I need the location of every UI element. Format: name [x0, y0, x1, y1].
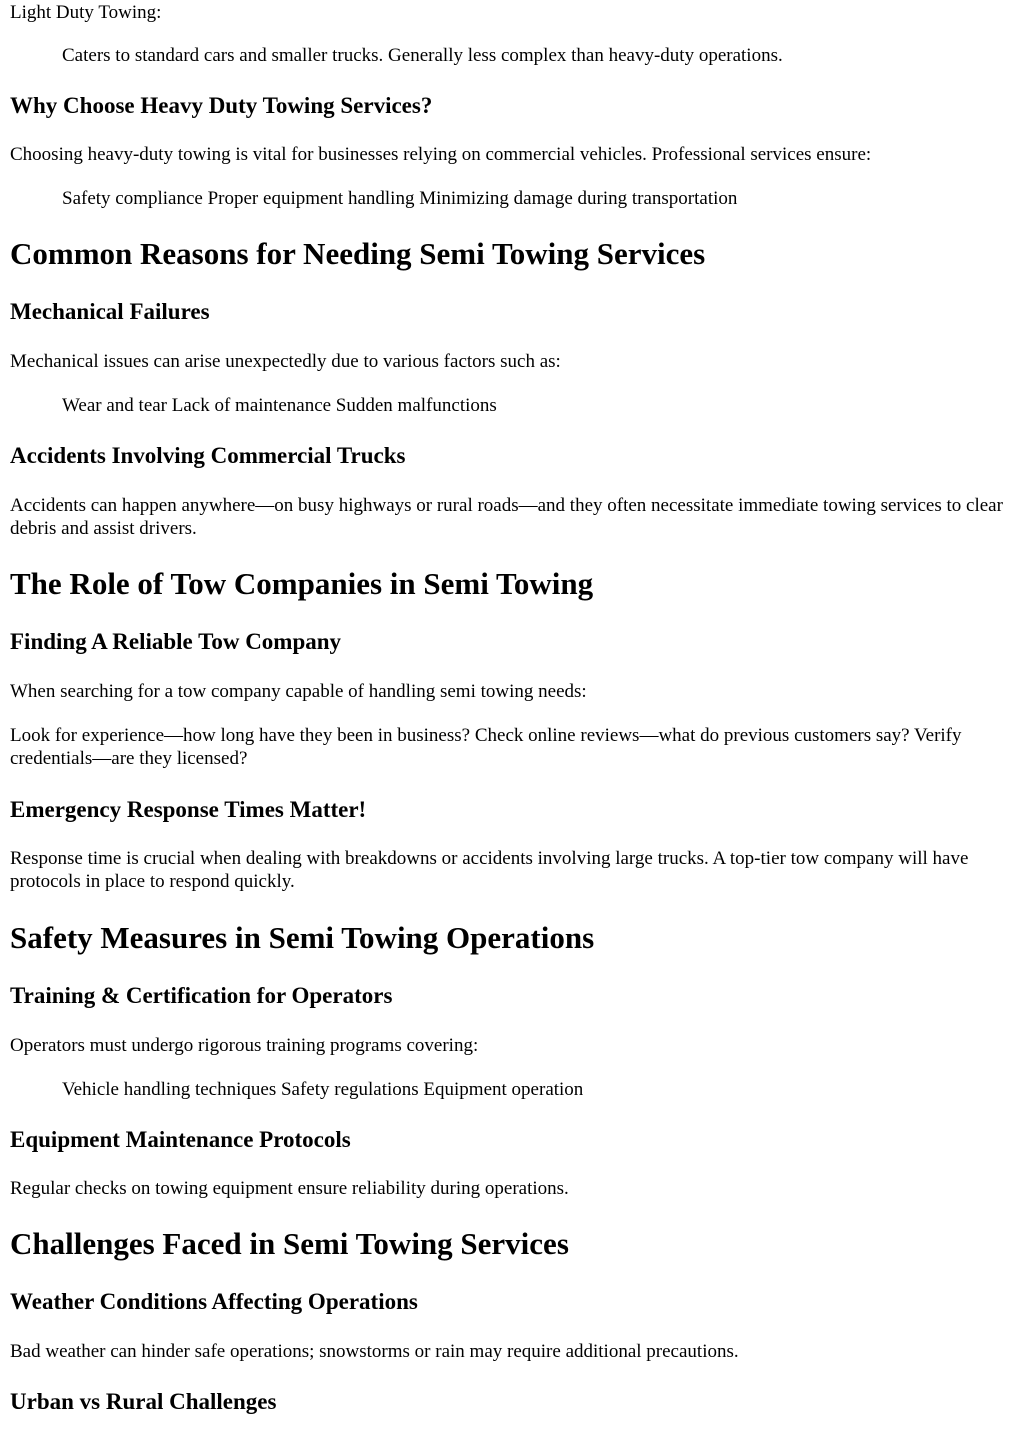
maintenance-body: Regular checks on towing equipment ensure reliability during operations. [10, 1178, 569, 1199]
finding-heading: Finding A Reliable Tow Company [10, 629, 342, 654]
mechanical-failures-list: Wear and tear Lack of maintenance Sudden malfunctions [62, 395, 497, 416]
training-heading: Training & Certification for Operators [10, 983, 393, 1008]
why-heavy-list: Safety compliance Proper equipment handling Minimizing damage during transportation [62, 188, 738, 209]
role-heading: The Role of Tow Companies in Semi Towing [10, 566, 594, 601]
mechanical-failures-intro: Mechanical issues can arise unexpectedly due to various factors such as: [10, 351, 561, 372]
emergency-body: Response time is crucial when dealing with breakdowns or accidents involving large trucks. A top-tier tow company will have protocols in place to respond quickly. [10, 848, 969, 892]
accidents-heading: Accidents Involving Commercial Trucks [10, 443, 406, 468]
why-heavy-heading: Why Choose Heavy Duty Towing Services? [10, 93, 433, 118]
mechanical-failures-heading: Mechanical Failures [10, 299, 210, 324]
training-list: Vehicle handling techniques Safety regulations Equipment operation [62, 1079, 584, 1100]
urban-rural-heading: Urban vs Rural Challenges [10, 1389, 277, 1414]
challenges-heading: Challenges Faced in Semi Towing Services [10, 1226, 569, 1261]
accidents-body: Accidents can happen anywhere—on busy highways or rural roads—and they often necessitate immediate towing services to clear debris and assist drivers. [10, 495, 1003, 539]
light-duty-description: Caters to standard cars and smaller trucks. Generally less complex than heavy-duty operations. [62, 45, 783, 66]
light-duty-label: Light Duty Towing: [10, 2, 162, 23]
why-heavy-intro: Choosing heavy-duty towing is vital for businesses relying on commercial vehicles. Professional services ensure: [10, 144, 872, 165]
emergency-heading: Emergency Response Times Matter! [10, 797, 367, 822]
finding-body: Look for experience—how long have they been in business? Check online reviews—what do previous customers say? Verify credentials—are they licensed? [10, 725, 962, 769]
common-reasons-heading: Common Reasons for Needing Semi Towing Services [10, 236, 706, 271]
maintenance-heading: Equipment Maintenance Protocols [10, 1127, 351, 1152]
finding-intro: When searching for a tow company capable of handling semi towing needs: [10, 681, 587, 702]
weather-heading: Weather Conditions Affecting Operations [10, 1289, 418, 1314]
training-intro: Operators must undergo rigorous training programs covering: [10, 1035, 479, 1056]
safety-heading: Safety Measures in Semi Towing Operations [10, 920, 595, 955]
weather-body: Bad weather can hinder safe operations; snowstorms or rain may require additional precautions. [10, 1341, 739, 1362]
